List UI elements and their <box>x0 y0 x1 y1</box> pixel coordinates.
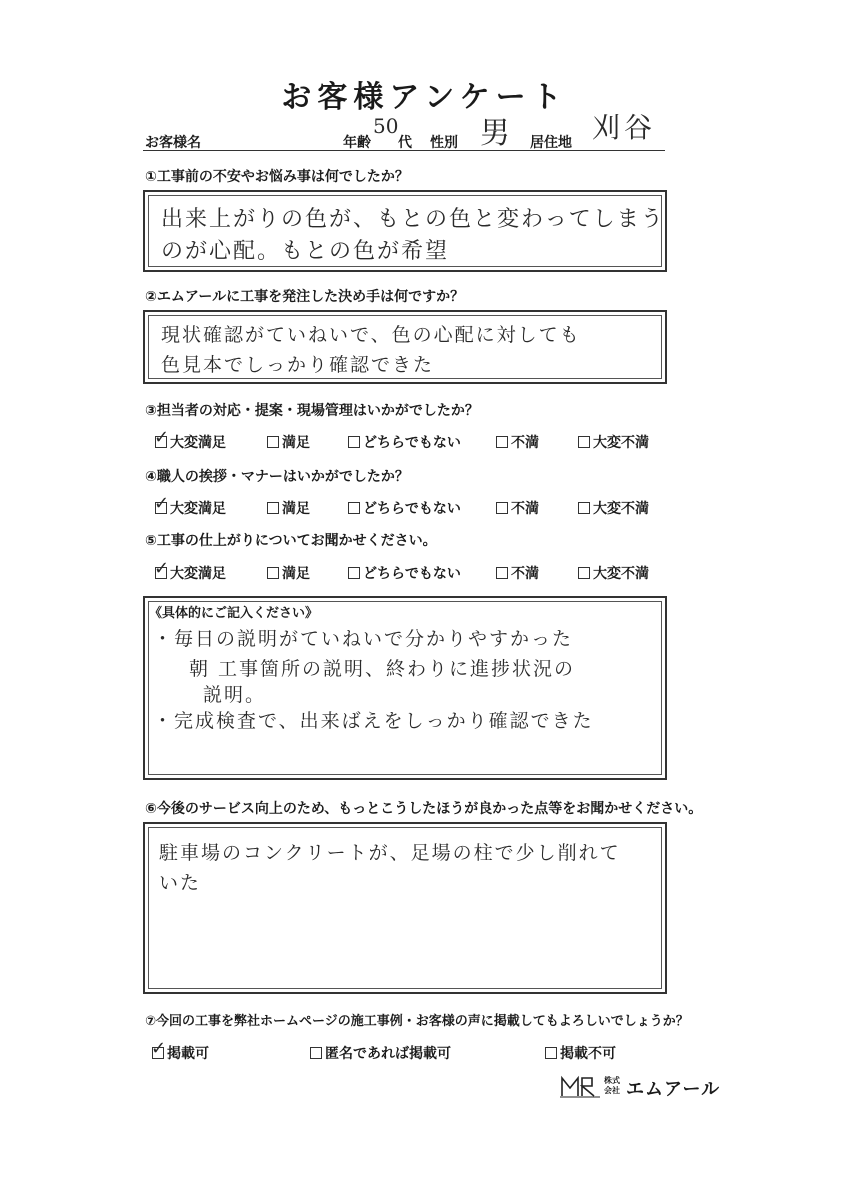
checkbox[interactable] <box>578 436 590 448</box>
q1-answer-box <box>143 190 667 272</box>
checkbox[interactable] <box>545 1047 557 1059</box>
checkbox[interactable] <box>496 567 508 579</box>
q2-answer-line-2: 色見本でしっかり確認できた <box>161 354 435 376</box>
q7-option-no-publish-label: 掲載不可 <box>560 1046 616 1062</box>
details-line-3: 説明。 <box>203 684 267 706</box>
q3-option-satisfied[interactable] <box>267 432 310 452</box>
q4-option-very-satisfied-label: 大変満足 <box>170 501 226 517</box>
checkmark-icon: ✓ <box>154 558 170 579</box>
company-type-line-2: 会社 <box>604 1086 620 1095</box>
company-name: エムアール <box>626 1079 721 1100</box>
q7-option-no-publish[interactable] <box>545 1043 616 1063</box>
details-box <box>143 596 667 780</box>
checkmark-icon: ✓ <box>151 1038 167 1059</box>
q6-answer-line-2: いた <box>159 872 202 894</box>
q7-option-anonymous-label: 匿名であれば掲載可 <box>325 1046 451 1062</box>
checkbox[interactable] <box>310 1047 322 1059</box>
checkbox-checked[interactable] <box>154 558 170 579</box>
q3-option-very-satisfied-label: 大変満足 <box>170 435 226 451</box>
q4-option-very-satisfied[interactable] <box>154 493 226 518</box>
survey-title: お客様アンケート <box>281 80 568 115</box>
q1-answer-line-1: 出来上がりの色が、もとの色と変わってしまう <box>161 207 665 232</box>
age-value: 50 <box>373 114 399 138</box>
gender-label: 性別 <box>430 135 458 151</box>
q7-option-anonymous[interactable] <box>310 1043 451 1063</box>
q4-option-satisfied[interactable] <box>267 498 310 518</box>
q4-option-satisfied-label: 満足 <box>282 501 310 517</box>
checkbox[interactable] <box>348 436 360 448</box>
q3-label: ③担当者の対応・提案・現場管理はいかがでしたか？ <box>145 403 479 419</box>
age-suffix: 代 <box>398 135 412 151</box>
q5-option-very-satisfied[interactable] <box>154 558 226 583</box>
residence-label: 居住地 <box>530 135 572 151</box>
q6-answer-line-1: 駐車場のコンクリートが、足場の柱で少し削れて <box>159 842 621 864</box>
q6-label: ⑥今後のサービス向上のため、もっとこうしたほうが良かった点等をお聞かせください。 <box>145 801 703 817</box>
q3-option-neutral-label: どちらでもない <box>363 435 461 451</box>
q5-option-neutral-label: どちらでもない <box>363 566 461 582</box>
checkmark-icon: ✓ <box>154 493 170 514</box>
q4-option-neutral[interactable] <box>348 498 461 518</box>
q3-option-dissatisfied[interactable] <box>496 432 539 452</box>
company-type-line-1: 株式 <box>604 1076 620 1085</box>
checkbox[interactable] <box>348 567 360 579</box>
q3-option-dissatisfied-label: 不満 <box>511 435 539 451</box>
age-label: 年齢 <box>343 135 371 151</box>
q3-option-very-dissatisfied[interactable] <box>578 432 649 452</box>
q3-option-very-dissatisfied-label: 大変不満 <box>593 435 649 451</box>
checkbox[interactable] <box>267 436 279 448</box>
q4-label: ④職人の挨拶・マナーはいかがでしたか？ <box>145 469 409 485</box>
q4-option-dissatisfied-label: 不満 <box>511 501 539 517</box>
checkbox-checked[interactable] <box>154 493 170 514</box>
q2-label: ②エムアールに工事を発注した決め手は何ですか？ <box>145 289 465 305</box>
checkbox-checked[interactable] <box>154 427 170 448</box>
q7-option-publish-label: 掲載可 <box>167 1046 209 1062</box>
q2-answer-box <box>143 310 667 384</box>
checkbox[interactable] <box>496 502 508 514</box>
q5-option-very-dissatisfied-label: 大変不満 <box>593 566 649 582</box>
q5-option-satisfied-label: 満足 <box>282 566 310 582</box>
checkbox[interactable] <box>267 567 279 579</box>
q5-option-satisfied[interactable] <box>267 563 310 583</box>
q5-option-very-satisfied-label: 大変満足 <box>170 566 226 582</box>
checkbox[interactable] <box>267 502 279 514</box>
q5-option-very-dissatisfied[interactable] <box>578 563 649 583</box>
q5-label: ⑤工事の仕上がりについてお聞かせください。 <box>145 533 437 549</box>
details-line-4: ・完成検査で、出来ばえをしっかり確認できた <box>153 710 594 732</box>
q5-option-neutral[interactable] <box>348 563 461 583</box>
details-label: 《具体的にご記入ください》 <box>149 606 319 621</box>
checkbox[interactable] <box>578 567 590 579</box>
q3-option-satisfied-label: 満足 <box>282 435 310 451</box>
q1-label: ①工事前の不安やお悩み事は何でしたか？ <box>145 169 409 185</box>
company-logo-icon <box>560 1074 600 1098</box>
checkbox-checked[interactable] <box>151 1038 167 1059</box>
checkbox[interactable] <box>578 502 590 514</box>
details-line-2: 朝 工事箇所の説明、終わりに進捗状況の <box>189 658 576 680</box>
header-underline <box>143 150 665 151</box>
q4-option-very-dissatisfied-label: 大変不満 <box>593 501 649 517</box>
q6-answer-box <box>143 822 667 994</box>
q1-answer-line-2: のが心配。もとの色が希望 <box>161 239 450 264</box>
q2-answer-line-1: 現状確認がていねいで、色の心配に対しても <box>161 324 581 346</box>
q7-label: ⑦今回の工事を弊社ホームページの施工事例・お客様の声に掲載してもよろしいでしょうか？ <box>145 1014 689 1029</box>
checkbox[interactable] <box>496 436 508 448</box>
details-line-1: ・毎日の説明がていねいで分かりやすかった <box>153 628 574 650</box>
q4-option-dissatisfied[interactable] <box>496 498 539 518</box>
q3-option-very-satisfied[interactable] <box>154 427 226 452</box>
company-type <box>604 1076 620 1096</box>
customer-name-label: お客様名 <box>145 135 201 151</box>
gender-value: 男 <box>480 116 510 151</box>
q7-option-publish[interactable] <box>151 1038 209 1063</box>
q4-option-very-dissatisfied[interactable] <box>578 498 649 518</box>
q5-option-dissatisfied-label: 不満 <box>511 566 539 582</box>
residence-value: 刈谷 <box>592 111 657 144</box>
q5-option-dissatisfied[interactable] <box>496 563 539 583</box>
q4-option-neutral-label: どちらでもない <box>363 501 461 517</box>
checkbox[interactable] <box>348 502 360 514</box>
q3-option-neutral[interactable] <box>348 432 461 452</box>
checkmark-icon: ✓ <box>154 427 170 448</box>
